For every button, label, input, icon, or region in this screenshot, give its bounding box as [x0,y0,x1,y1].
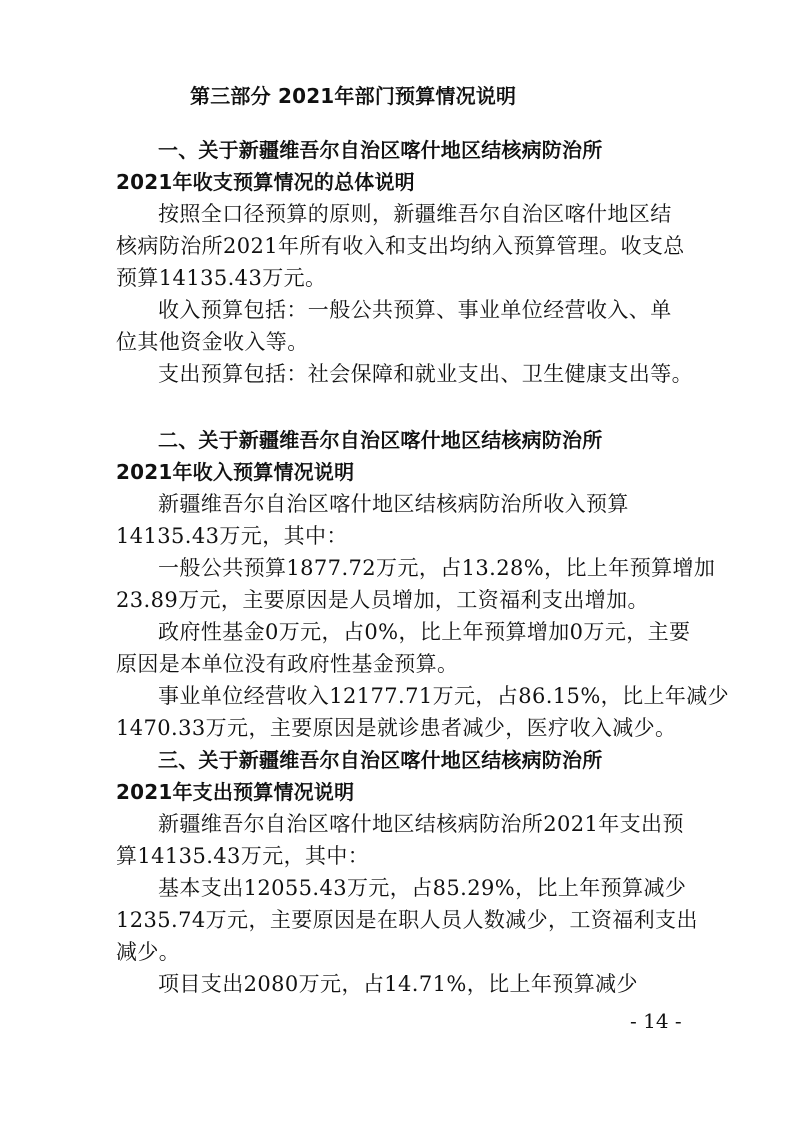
section-2-heading-cont: 2021年收入预算情况说明 [116,460,355,484]
section-3-heading-cont: 2021年支出预算情况说明 [116,780,355,804]
paragraph-line: 原因是本单位没有政府性基金预算。 [116,652,459,676]
section-1-heading: 一、关于新疆维吾尔自治区喀什地区结核病防治所 [158,138,603,162]
paragraph-line: 新疆维吾尔自治区喀什地区结核病防治所2021年支出预 [158,812,684,836]
paragraph-line: 预算14135.43万元。 [116,266,327,290]
paragraph-line: 算14135.43万元，其中： [116,844,370,868]
paragraph-line: 新疆维吾尔自治区喀什地区结核病防治所收入预算 [158,492,629,516]
paragraph-line: 收入预算包括：一般公共预算、事业单位经营收入、单 [158,298,672,322]
paragraph-line: 1235.74万元，主要原因是在职人员人数减少，工资福利支出 [116,908,698,932]
paragraph-line: 位其他资金收入等。 [116,330,309,354]
paragraph-line: 基本支出12055.43万元，占85.29%，比上年预算减少 [158,876,687,900]
paragraph-line: 减少。 [116,940,181,964]
paragraph-line: 政府性基金0万元，占0%，比上年预算增加0万元，主要 [158,620,691,644]
paragraph-line: 按照全口径预算的原则，新疆维吾尔自治区喀什地区结 [158,202,672,226]
section-1-heading-cont: 2021年收支预算情况的总体说明 [116,170,415,194]
paragraph-line: 事业单位经营收入12177.71万元，占86.15%，比上年减少 [158,684,730,708]
paragraph-line: 核病防治所2021年所有收入和支出均纳入预算管理。收支总 [116,234,685,258]
paragraph-line: 23.89万元，主要原因是人员增加，工资福利支出增加。 [116,588,649,612]
paragraph-line: 14135.43万元，其中： [116,524,348,548]
page-title: 第三部分 2021年部门预算情况说明 [190,84,517,108]
section-2-heading: 二、关于新疆维吾尔自治区喀什地区结核病防治所 [158,428,603,452]
page-number: - 14 - [630,1009,682,1033]
section-3-heading: 三、关于新疆维吾尔自治区喀什地区结核病防治所 [158,748,603,772]
paragraph-line: 项目支出2080万元，占14.71%，比上年预算减少 [158,972,638,996]
paragraph-line: 一般公共预算1877.72万元，占13.28%，比上年预算增加 [158,556,716,580]
paragraph-line: 1470.33万元，主要原因是就诊患者减少，医疗收入减少。 [116,716,677,740]
paragraph-line: 支出预算包括：社会保障和就业支出、卫生健康支出等。 [158,362,693,386]
